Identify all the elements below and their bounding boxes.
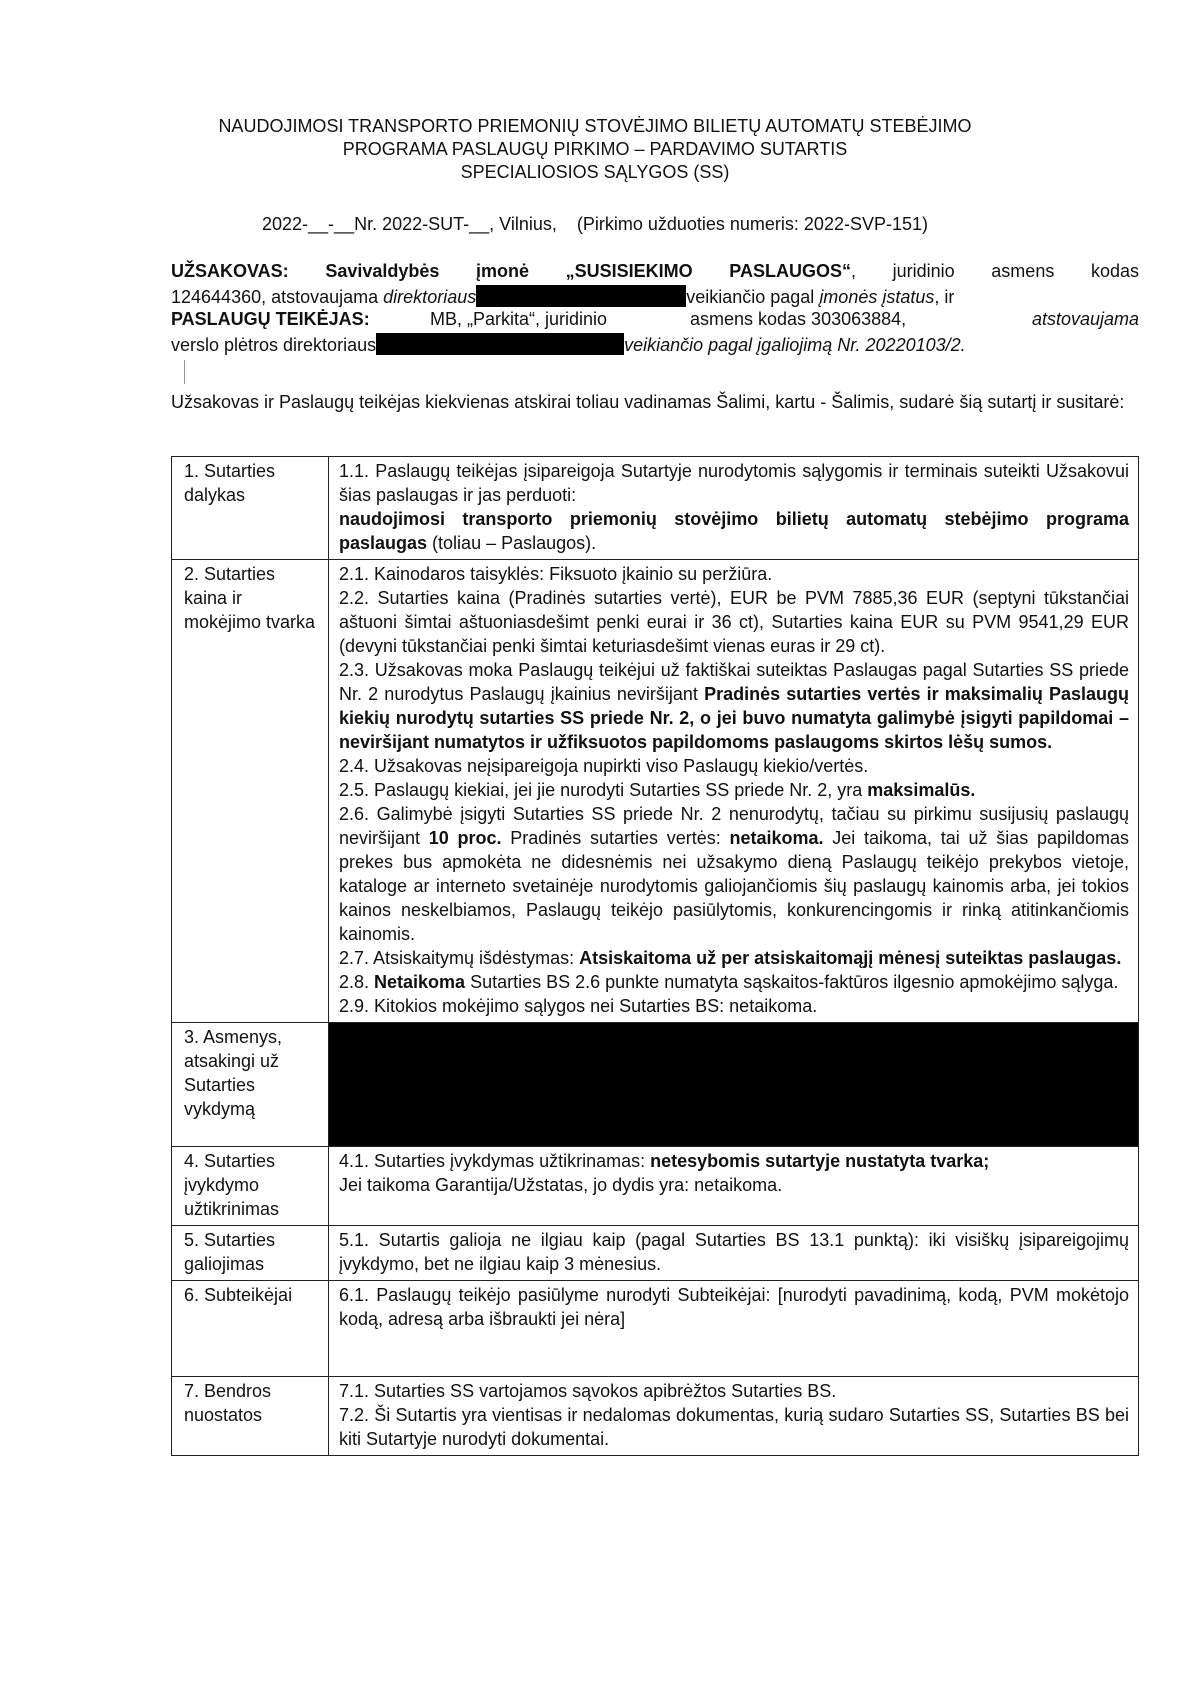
table-row [172,1377,1139,1456]
client-text-c: veikiančio pagal [686,287,820,307]
client-text-b: 124644360, atstovaujama [171,287,384,307]
clause-bold: netaikoma. [729,828,824,848]
section-label: 7. Bendros nuostatos [172,1377,329,1456]
document-title [170,115,1020,184]
clause [339,802,1129,946]
clause: 2.2. Sutarties kaina (Pradinės sutarties vertė), EUR be PVM 7885,36 EUR (septyni tūkstančiai aštuoni šimtai aštuoniasdešimt penki eurai ir 36 ct), Sutarties kaina EUR su PVM 9541,29 EUR (devyni tūkstančiai penki šimtai keturiasdešimt vienas euras ir 29 ct). [339,588,1129,656]
clause-text: 2.7. Atsiskaitymų išdėstymas: [339,948,580,968]
clause-text: Pradinės sutarties vertės: [501,828,730,848]
clause-bold: maksimalūs. [867,780,976,800]
clause [339,946,1129,970]
provider-role: atstovaujama [1031,309,1139,329]
provider-text-a: MB, „Parkita“, juridinio [430,309,608,329]
client-line-1 [171,261,1139,285]
clause-text: 2.6. Galimybė įsigyti Sutarties SS priede Nr. 2 nenurodytų, tačiau su pirkimu susijusių paslaugų neviršijant [339,804,1129,848]
clause: 5.1. Sutartis galioja ne ilgiau kaip (pagal Sutarties BS 13.1 punktą): iki visiškų įsipareigojimų įvykdymo, bet ne ilgiau kaip 3 mėnesius. [339,1230,1129,1274]
service-name: naudojimosi transporto priemonių stovėjimo bilietų automatų stebėjimo programa paslaugas [339,509,1129,553]
table-row [172,1281,1139,1377]
clause-bold: netesybomis sutartyje nustatyta tvarka; [650,1151,990,1171]
client-role: direktoriaus [383,287,477,307]
table-row [172,1226,1139,1281]
provider-line-1 [171,309,1139,333]
section-content [329,1226,1139,1281]
clause [339,1149,1129,1173]
provider-basis: veikiančio pagal įgaliojimą Nr. 20220103/2. [624,335,966,355]
table-row [172,1023,1139,1147]
clause: 7.2. Ši Sutartis yra vientisas ir nedalomas dokumentas, kurią sudaro Sutarties SS, Sutarties BS bei kiti Sutartyje nurodyti dokumentai. [339,1405,1129,1449]
redacted-name-block [376,333,624,355]
client-line-2 [171,285,1139,309]
section-content [329,457,1139,560]
clause: 2.1. Kainodaros taisyklės: Fiksuoto įkainio su peržiūra. [339,564,773,584]
clause-bold: 10 proc. [428,828,502,848]
client-text-a: , juridinio asmens kodas [851,261,1139,281]
table-row [172,560,1139,1023]
client-basis: įmonės įstatus [819,287,935,307]
intro-paragraph: Užsakovas ir Paslaugų teikėjas kiekvienas atskirai toliau vadinamas Šalimi, kartu - Šalimis, sudarė šią sutartį ir susitarė: [171,392,1125,412]
section-label: 5. Sutarties galiojimas [172,1226,329,1281]
clause: 2.9. Kitokios mokėjimo sąlygos nei Sutarties BS: netaikoma. [339,996,818,1016]
provider-text-c: verslo plėtros direktoriaus [171,335,377,355]
conditions-table [171,456,1139,1456]
clause-text: (toliau – Paslaugos). [427,533,597,553]
provider-line-2 [171,333,1139,357]
section-label: 1. Sutarties dalykas [172,457,329,560]
title-line-3: SPECIALIOSIOS SĄLYGOS (SS) [460,162,730,182]
section-label: 4. Sutarties įvykdymo užtikrinimas [172,1147,329,1226]
clause-bold: Pradinės sutarties vertės ir maksimalių Paslaugų kiekių nurodytų sutarties SS priede Nr. 2, o jei buvo numatyta galimybė įsigyti papildomai – neviršijant numatytos ir užfiksuotos papildomoms paslaugoms skirtos lėšų sumos. [339,684,1129,752]
section-content [329,1147,1139,1226]
section-content [329,560,1139,1023]
client-text-d: , ir [934,287,955,307]
section-label: 6. Subteikėjai [172,1281,329,1377]
clause: 6.1. Paslaugų teikėjo pasiūlyme nurodyti Subteikėjai: [nurodyti pavadinimą, kodą, PVM mokėtojo kodą, adresą arba išbraukti jei nėra] [339,1285,1129,1329]
text-cursor [184,360,185,384]
section-content [329,1281,1139,1377]
clause [339,778,1129,802]
clause [339,658,1129,754]
provider-label: PASLAUGŲ TEIKĖJAS: [171,309,370,329]
clause: 2.4. Užsakovas neįsipareigoja nupirkti viso Paslaugų kiekio/vertės. [339,756,869,776]
clause-text: Sutarties BS 2.6 punkte numatyta sąskaitos-faktūros ilgesnio apmokėjimo sąlyga. [465,972,1119,992]
clause: Jei taikoma Garantija/Užstatas, jo dydis yra: netaikoma. [339,1175,783,1195]
contract-number-line: 2022-__-__Nr. 2022-SUT-__, Vilnius, (Pirkimo užduoties numeris: 2022-SVP-151) [262,214,928,234]
clause [339,507,1129,555]
clause: 1.1. Paslaugų teikėjas įsipareigoja Sutartyje nurodytomis sąlygomis ir terminais suteikti Užsakovui šias paslaugas ir jas perduoti: [339,461,1129,505]
section-label: 2. Sutarties kaina ir mokėjimo tvarka [172,560,329,1023]
clause-text: Jei taikoma, tai už šias papildomas prekes bus apmokėta ne didesnėmis nei užsakymo dieną Paslaugų teikėjo prekybos vietoje, kataloge ar interneto svetainėje nurodytomis galiojančiomis šių paslaugų kainomis arba, jei tokios kainos neskelbiamos, Paslaugų teikėjo pasiūlytomis, konkurencingomis ir rinką atitinkančiomis kainomis. [339,828,1129,944]
clause-bold: Atsiskaitoma už per atsiskaitomąjį mėnesį suteiktas paslaugas. [579,948,1122,968]
clause-text: 4.1. Sutarties įvykdymas užtikrinamas: [339,1151,651,1171]
provider-text-b: asmens kodas 303063884, [690,309,907,329]
clause-text: 2.3. Užsakovas moka Paslaugų teikėjui už faktiškai suteiktas Paslaugas pagal Sutarties SS priede Nr. 2 nurodytus Paslaugų įkainius neviršijant [339,660,1129,704]
clause-text: 2.5. Paslaugų kiekiai, jei jie nurodyti Sutarties SS priede Nr. 2, yra [339,780,868,800]
title-line-1: NAUDOJIMOSI TRANSPORTO PRIEMONIŲ STOVĖJIMO BILIETŲ AUTOMATŲ STEBĖJIMO [218,116,972,136]
clause-bold: Netaikoma [374,972,466,992]
client-name: Savivaldybės įmonė „SUSISIEKIMO PASLAUGOS“ [325,261,851,281]
section-content [329,1377,1139,1456]
redacted-block [329,1023,1139,1147]
client-label: UŽSAKOVAS: [171,261,289,281]
clause-text: 2.8. [339,972,375,992]
table-row [172,457,1139,560]
clause [339,970,1129,994]
section-label: 3. Asmenys, atsakingi už Sutarties vykdymą [172,1023,329,1147]
title-line-2: PROGRAMA PASLAUGŲ PIRKIMO – PARDAVIMO SUTARTIS [342,139,848,159]
clause: 7.1. Sutarties SS vartojamos sąvokos apibrėžtos Sutarties BS. [339,1381,837,1401]
table-row [172,1147,1139,1226]
redacted-name-block [476,285,686,307]
